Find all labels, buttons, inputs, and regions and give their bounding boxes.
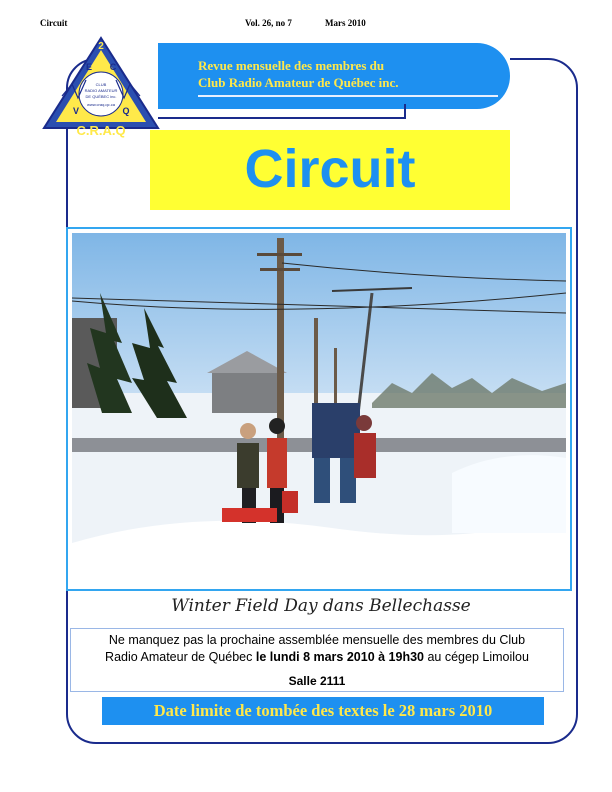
logo-letter-top: 2 xyxy=(98,41,104,52)
notice-room: Salle 2111 xyxy=(288,674,346,688)
subtitle-banner xyxy=(158,43,510,109)
notice-line-2 xyxy=(71,650,563,664)
logo-letter-left: E xyxy=(85,62,93,72)
banner-line-2: Club Radio Amateur de Québec inc. xyxy=(198,75,399,90)
header-publication: Circuit xyxy=(40,18,68,28)
page-title: Circuit xyxy=(244,139,416,199)
notice-meeting-date: le lundi 8 mars 2010 à 19h30 xyxy=(255,650,424,664)
banner-bracket xyxy=(158,104,406,119)
photo-frame xyxy=(66,227,572,591)
notice-line-1: Ne manquez pas la prochaine assemblée mensuelle des membres du Club xyxy=(108,633,526,647)
deadline-banner: Date limite de tombée des textes le 28 mars 2010 xyxy=(102,697,544,725)
winter-field-day-photo xyxy=(72,233,566,587)
logo-text-1: CLUB xyxy=(95,82,107,87)
logo-letter-right: C xyxy=(109,62,117,72)
craq-logo xyxy=(42,36,160,138)
banner-line-1: Revue mensuelle des membres du xyxy=(198,58,385,73)
photo-caption: Winter Field Day dans Bellechasse xyxy=(171,596,471,616)
logo-text-4: www.craq.qc.ca xyxy=(86,102,116,107)
logo-name: C.R.A.Q xyxy=(76,123,126,138)
logo-letter-bottom-right: Q xyxy=(122,106,130,116)
logo-text-3: DE QUÉBEC inc. xyxy=(85,94,117,99)
title-box xyxy=(150,130,510,210)
banner-underline xyxy=(198,95,498,97)
logo-letter-bottom-left: V xyxy=(72,106,80,116)
notice-line-2-prefix: Radio Amateur de Québec xyxy=(105,650,256,664)
meeting-notice xyxy=(70,628,564,692)
logo-text-2: RADIO AMATEUR xyxy=(84,88,118,93)
notice-line-2-suffix: au cégep Limoilou xyxy=(424,650,529,664)
header-date: Mars 2010 xyxy=(325,18,366,28)
header-volume: Vol. 26, no 7 xyxy=(245,18,292,28)
